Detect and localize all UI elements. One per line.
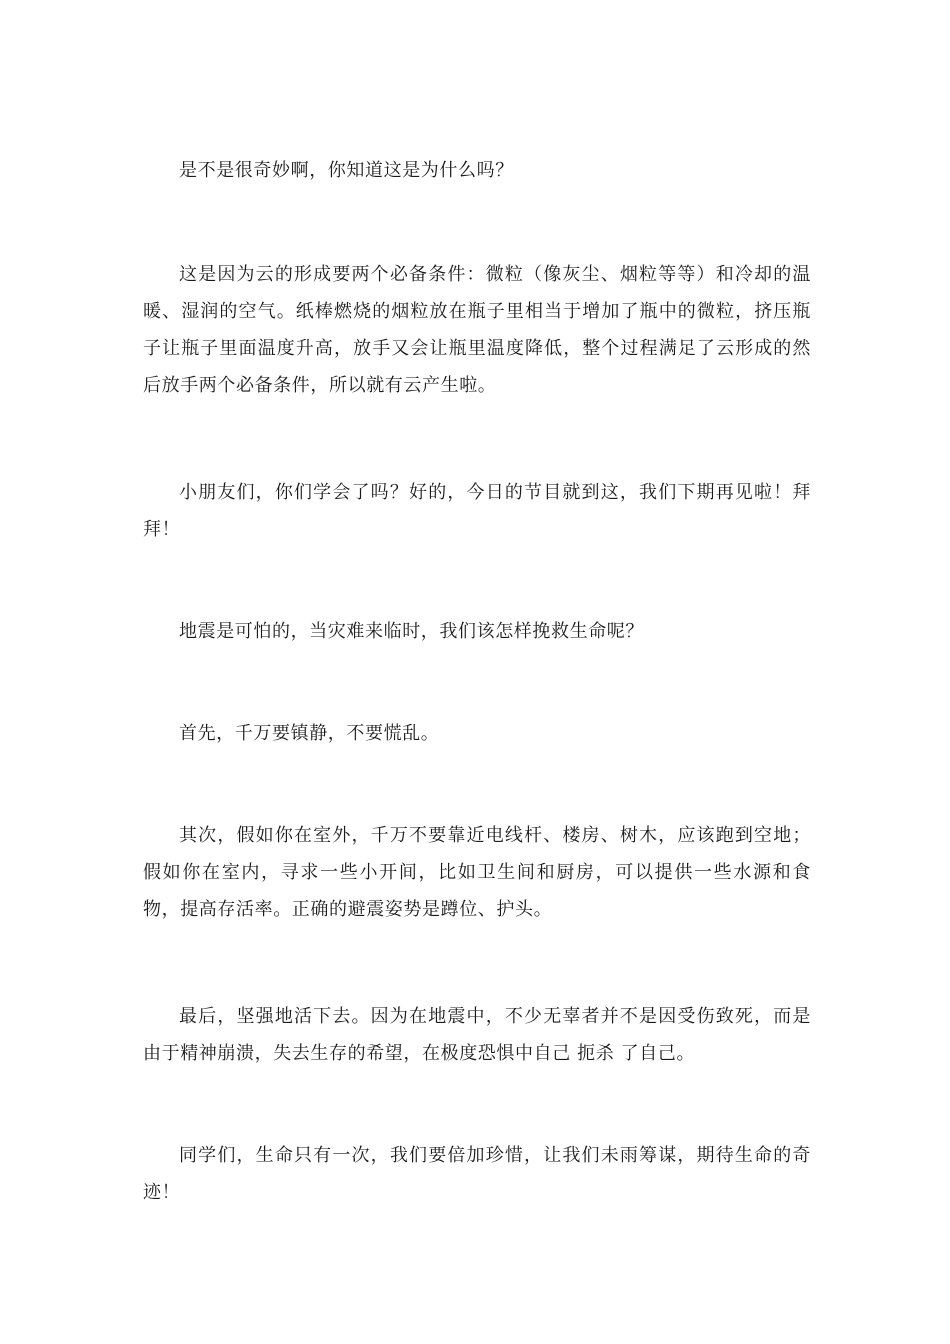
paragraph-cloud-explanation: 这是因为云的形成要两个必备条件：微粒（像灰尘、烟粒等等）和冷却的温暖、湿润的空气。纸棒燃烧的烟粒放在瓶子里相当于增加了瓶中的微粒，挤压瓶子让瓶子里面温度升高，放手又会让瓶里温度降低，整个过程满足了云形成的然后放手两个必备条件，所以就有云产生啦。	[143, 264, 811, 396]
paragraph-question: 是不是很奇妙啊，你知道这是为什么吗？	[179, 160, 514, 181]
paragraph-second-step: 其次，假如你在室外，千万不要靠近电线杆、楼房、树木，应该跑到空地；假如你在室内，寻求一些小开间，比如卫生间和厨房，可以提供一些水源和食物，提高存活率。正确的避震姿势是蹲位、护头。	[143, 825, 811, 920]
paragraph-closing: 同学们，生命只有一次，我们要倍加珍惜，让我们未雨筹谋，期待生命的奇迹！	[143, 1145, 811, 1203]
paragraph-last-step: 最后，坚强地活下去。因为在地震中，不少无辜者并不是因受伤致死，而是由于精神崩溃，失去生存的希望，在极度恐惧中自己 扼杀 了自己。	[143, 1006, 811, 1064]
paragraph-earthquake-intro: 地震是可怕的，当灾难来临时，我们该怎样挽救生命呢？	[179, 621, 644, 642]
paragraph-first-step: 首先，千万要镇静，不要慌乱。	[179, 723, 440, 744]
paragraph-farewell: 小朋友们，你们学会了吗？好的，今日的节目就到这，我们下期再见啦！拜拜！	[143, 482, 811, 540]
